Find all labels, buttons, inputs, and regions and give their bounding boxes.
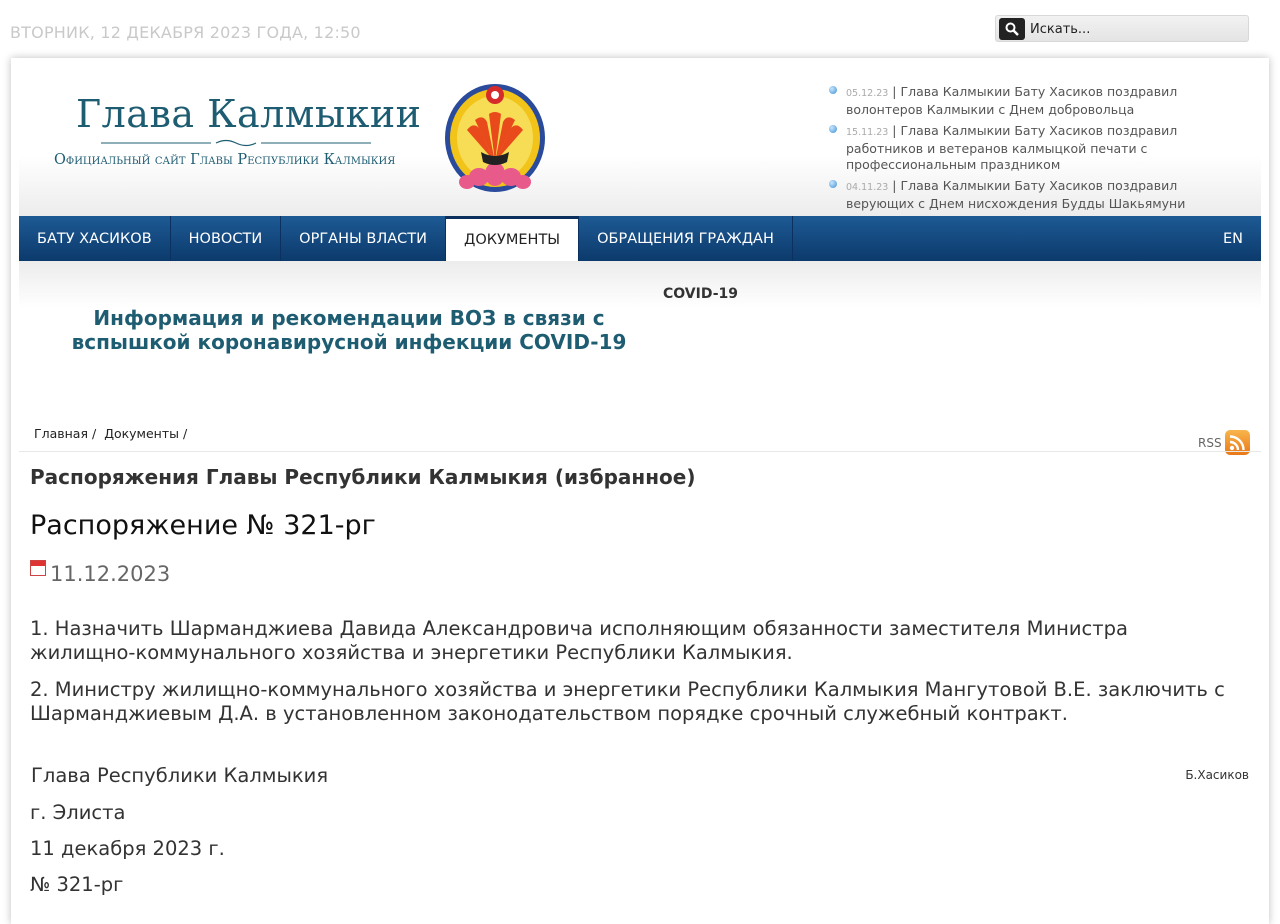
search-input[interactable] [1030, 19, 1240, 39]
latest-news-list [829, 84, 1239, 217]
news-date: 15.11.23 [846, 127, 889, 138]
document-sign-date: 11 декабря 2023 г. [30, 837, 225, 860]
kalmykia-emblem-logo[interactable] [443, 82, 547, 200]
separator: | [892, 178, 901, 193]
top-bar [0, 0, 1280, 58]
page-container [11, 58, 1269, 924]
rss-label: RSS [1198, 435, 1222, 450]
main-nav [19, 216, 1261, 261]
site-subtitle: Официальный сайт Главы Республики Калмыкия [54, 152, 396, 168]
news-link[interactable]: Глава Калмыкии Бату Хасиков поздравил верующих с Днем нисхождения Будды Шакьямуни [846, 178, 1186, 211]
nav-item-documents[interactable]: ДОКУМЕНТЫ [446, 216, 579, 261]
breadcrumb [34, 426, 191, 441]
document-paragraph: 1. Назначить Шарманджиева Давида Александровича исполняющим обязанности заместителя Министра жилищно-коммунального хозяйства и энергетики Республики Калмыкия. [30, 617, 1128, 664]
divider [19, 451, 1261, 452]
news-link[interactable]: Глава Калмыкии Бату Хасиков поздравил волонтеров Калмыкии с Днем добровольца [846, 84, 1178, 117]
search-button[interactable] [999, 18, 1025, 40]
news-date: 04.11.23 [846, 182, 889, 193]
bullet-icon [829, 86, 837, 94]
nav-item-news[interactable]: НОВОСТИ [171, 216, 282, 261]
nav-item-citizen-appeals[interactable]: ОБРАЩЕНИЯ ГРАЖДАН [579, 216, 793, 261]
breadcrumb-documents[interactable]: Документы [104, 426, 179, 441]
language-switch-en[interactable]: EN [1222, 230, 1243, 247]
document-date [30, 562, 170, 586]
bullet-icon [829, 125, 837, 133]
section-title: Распоряжения Главы Республики Калмыкия (избранное) [30, 465, 696, 489]
bullet-icon [829, 180, 837, 188]
current-date: ВТОРНИК, 12 ДЕКАБРЯ 2023 ГОДА, 12:50 [10, 23, 361, 42]
news-item[interactable] [829, 84, 1239, 118]
document-title: Распоряжение № 321-рг [30, 510, 376, 541]
news-item[interactable] [829, 178, 1239, 212]
document-number: № 321-рг [30, 873, 124, 896]
site-header [19, 66, 1261, 216]
news-link[interactable]: Глава Калмыкии Бату Хасиков поздравил работников и ветеранов калмыцкой печати с профессиональным праздником [846, 123, 1178, 172]
separator: | [892, 123, 901, 138]
title-ornament [101, 138, 371, 148]
separator: | [892, 84, 901, 99]
news-item[interactable] [829, 123, 1239, 173]
document-date-value: 11.12.2023 [50, 562, 171, 586]
document-place: г. Элиста [30, 801, 126, 824]
breadcrumb-separator: / [183, 426, 188, 441]
search-box [995, 15, 1249, 42]
news-date: 05.12.23 [846, 88, 889, 99]
nav-item-batu-khasikov[interactable]: БАТУ ХАСИКОВ [19, 216, 171, 261]
search-icon [1005, 22, 1019, 36]
breadcrumb-separator: / [92, 426, 101, 441]
site-title[interactable]: Глава Калмыкии [76, 92, 422, 136]
breadcrumb-home[interactable]: Главная [34, 426, 88, 441]
calendar-icon [30, 560, 46, 576]
nav-item-authorities[interactable]: ОРГАНЫ ВЛАСТИ [281, 216, 446, 261]
document-paragraph: 2. Министру жилищно-коммунального хозяйства и энергетики Республики Калмыкия Мангутовой В.Е. заключить с Шарманджиевым Д.А. в установленном законодательством порядке срочный служебный контракт. [30, 678, 1225, 725]
covid-tag[interactable]: COVID-19 [663, 286, 739, 302]
signer-title: Глава Республики Калмыкия [31, 764, 329, 787]
covid-banner [19, 261, 1261, 451]
covid-info-link[interactable]: Информация и рекомендации ВОЗ в связи с вспышкой коронавирусной инфекции COVID-19 [71, 306, 627, 354]
signer-name: Б.Хасиков [1185, 768, 1249, 782]
